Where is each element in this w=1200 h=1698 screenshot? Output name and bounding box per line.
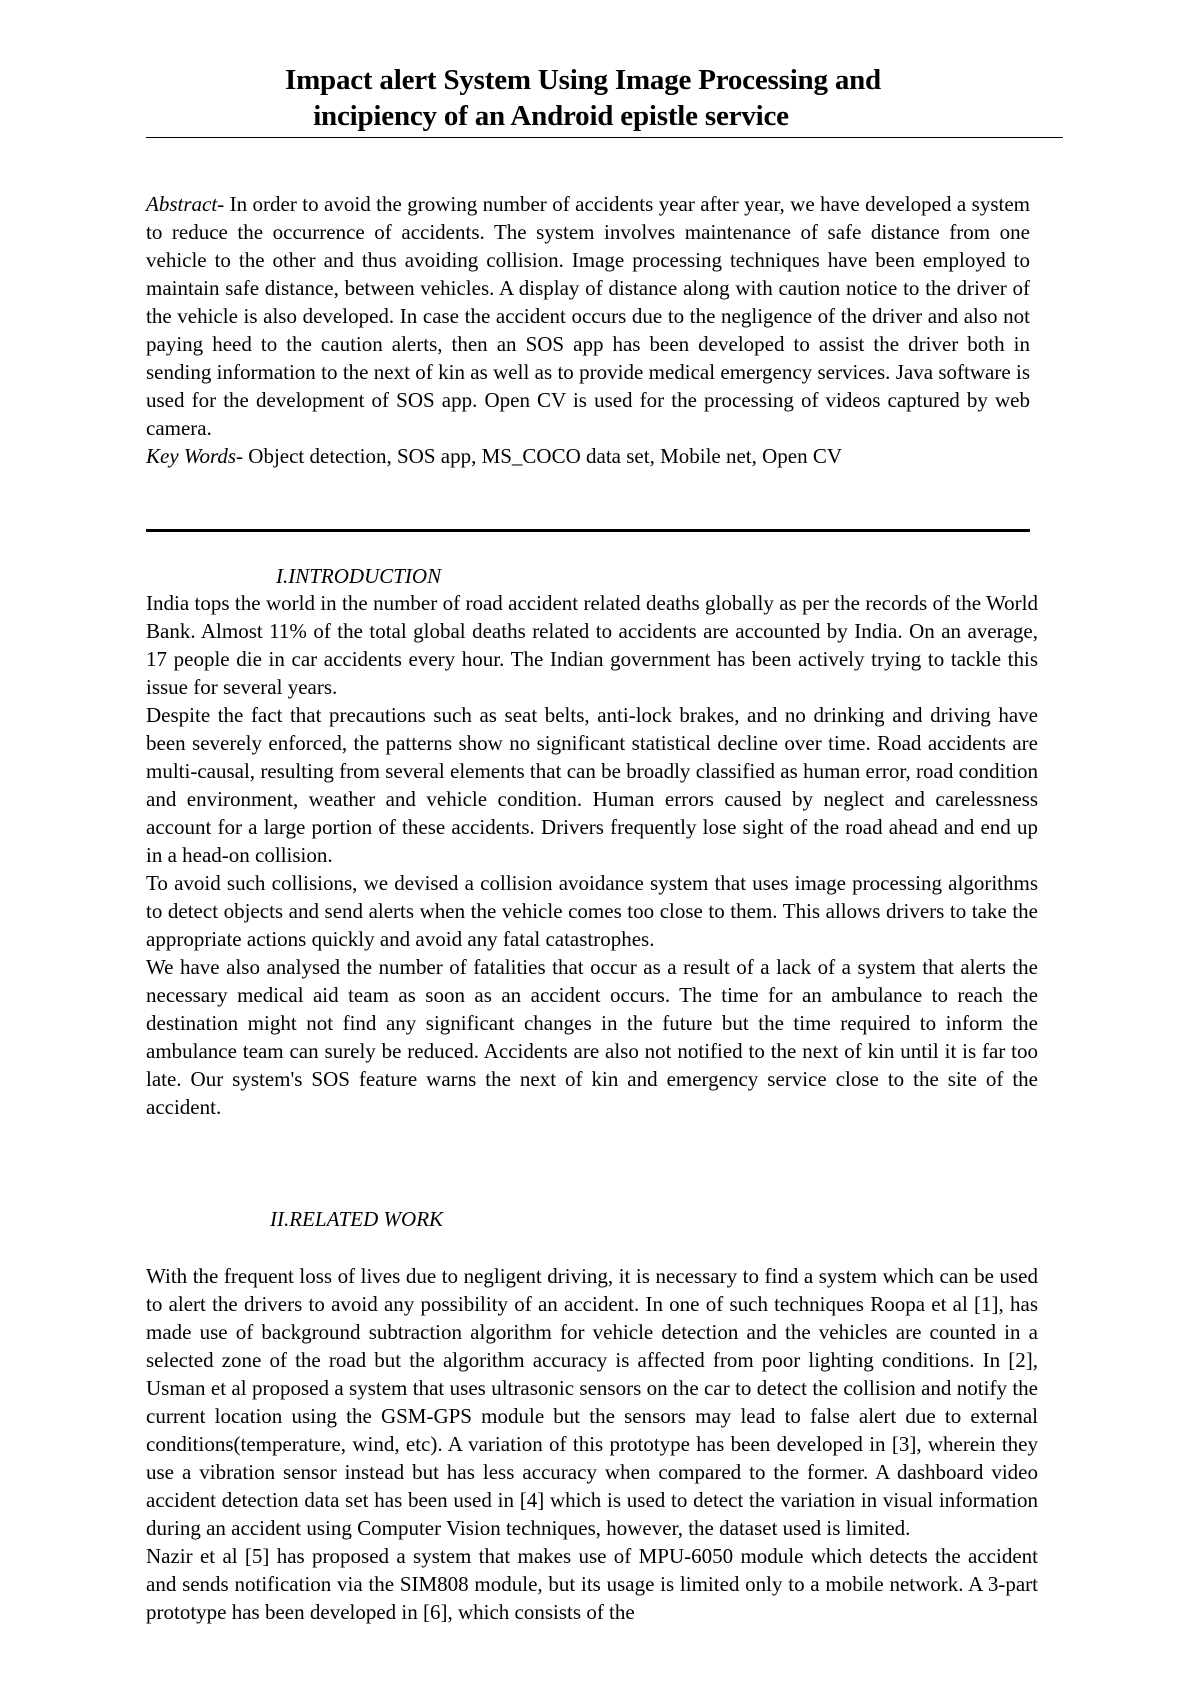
related-work-body — [146, 1262, 1038, 1626]
intro-paragraph-2: Despite the fact that precautions such as seat belts, anti-lock brakes, and no drinking and driving have been severely enforced, the patterns show no significant statistical decline over time. Road accidents are multi-causal, resulting from several elements that can be broadly classified as human error, road condition and environment, weather and vehicle condition. Human errors caused by neglect and carelessness account for a large portion of these accidents. Drivers frequently lose sight of the road ahead and end up in a head-on collision. — [146, 703, 1038, 867]
section-heading-introduction: I.INTRODUCTION — [276, 564, 442, 588]
title-line-1: Impact alert System Using Image Processing and — [284, 64, 881, 96]
related-paragraph-1: With the frequent loss of lives due to negligent driving, it is necessary to find a system which can be used to alert the drivers to avoid any possibility of an accident. In one of such techniques Roopa et al [1], has made use of background subtraction algorithm for vehicle detection and the vehicles are counted in a selected zone of the road but the algorithm accuracy is affected from poor lighting conditions. In [2], Usman et al proposed a system that uses ultrasonic sensors on the car to detect the collision and notify the current location using the GSM-GPS module but the sensors may lead to false alert due to external conditions(temperature, wind, etc). A variation of this prototype has been developed in [3], wherein they use a vibration sensor instead but has less accuracy when compared to the former. A dashboard video accident detection data set has been used in [4] which is used to detect the variation in visual information during an accident using Computer Vision techniques, however, the dataset used is limited. — [146, 1264, 1038, 1540]
keywords-text: Object detection, SOS app, MS_COCO data set, Mobile net, Open CV — [243, 444, 843, 468]
keywords-label: Key Words- — [146, 444, 244, 468]
intro-paragraph-1: India tops the world in the number of road accident related deaths globally as per the records of the World Bank. Almost 11% of the total global deaths related to accidents are accounted by India. On an average, 17 people die in car accidents every hour. The Indian government has been actively trying to tackle this issue for several years. — [146, 591, 1038, 699]
related-paragraph-2: Nazir et al [5] has proposed a system that makes use of MPU-6050 module which detects the accident and sends notification via the SIM808 module, but its usage is limited only to a mobile network. A 3-part prototype has been developed in [6], which consists of the — [146, 1544, 1038, 1624]
section-heading-related-work: II.RELATED WORK — [270, 1207, 444, 1231]
abstract-section — [146, 190, 1030, 470]
abstract-paragraph — [146, 190, 1030, 442]
title-underline — [146, 137, 1063, 138]
section-divider — [146, 529, 1030, 532]
abstract-label: Abstract- — [146, 192, 225, 216]
introduction-body — [146, 589, 1038, 1121]
abstract-text: In order to avoid the growing number of accidents year after year, we have developed a system to reduce the occurrence of accidents. The system involves maintenance of safe distance from one vehicle to the other and thus avoiding collision. Image processing techniques have been employed to maintain safe distance, between vehicles. A display of distance along with caution notice to the driver of the vehicle is also developed. In case the accident occurs due to the negligence of the driver and also not paying heed to the caution alerts, then an SOS app has been developed to assist the driver both in sending information to the next of kin as well as to provide medical emergency services. Java software is used for the development of SOS app. Open CV is used for the processing of videos captured by web camera. — [146, 192, 1030, 440]
intro-paragraph-3: To avoid such collisions, we devised a collision avoidance system that uses image processing algorithms to detect objects and send alerts when the vehicle comes too close to them. This allows drivers to take the appropriate actions quickly and avoid any fatal catastrophes. — [146, 871, 1038, 951]
intro-paragraph-4: We have also analysed the number of fatalities that occur as a result of a lack of a system that alerts the necessary medical aid team as soon as an accident occurs. The time for an ambulance to reach the destination might not find any significant changes in the future but the time required to inform the ambulance team can surely be reduced. Accidents are also not notified to the next of kin until it is far too late. Our system's SOS feature warns the next of kin and emergency service close to the site of the accident. — [146, 955, 1038, 1119]
paper-title — [146, 62, 1060, 134]
keywords-paragraph — [146, 442, 1030, 470]
title-line-2: incipiency of an Android epistle service — [313, 100, 789, 132]
